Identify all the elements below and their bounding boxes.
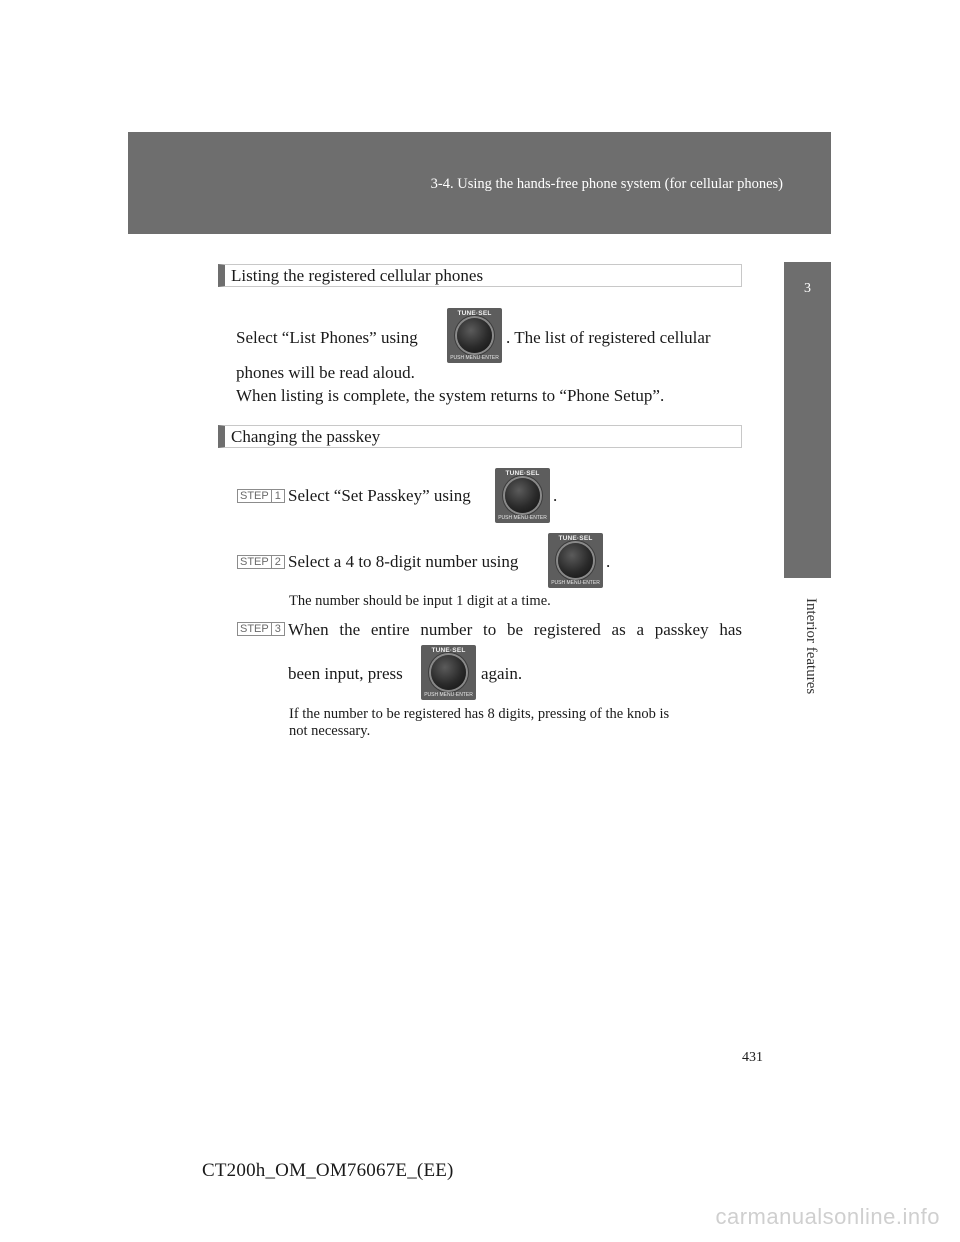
step-number: 3 — [271, 623, 284, 635]
step1-text-a: Select “Set Passkey” using — [288, 486, 471, 505]
knob-bottom-label: PUSH MENU·ENTER — [450, 355, 499, 361]
watermark[interactable]: carmanualsonline.info — [715, 1204, 940, 1229]
tune-sel-knob-icon — [447, 308, 502, 363]
knob-bottom-label: PUSH MENU·ENTER — [498, 515, 547, 521]
step-number: 2 — [271, 556, 284, 568]
step2-note: The number should be input 1 digit at a time. — [289, 593, 551, 609]
step3-text-a: been input, press — [288, 664, 403, 683]
tune-sel-knob-icon — [548, 533, 603, 588]
knob-top-label: TUNE·SEL — [505, 470, 540, 477]
step-word: STEP — [240, 556, 269, 568]
header-title: 3-4. Using the hands-free phone system (for cellular phones) — [430, 176, 783, 192]
step-badge-3 — [237, 622, 285, 636]
knob-top-label: TUNE·SEL — [431, 647, 466, 654]
knob-top-label: TUNE·SEL — [457, 310, 492, 317]
tune-sel-knob-icon — [495, 468, 550, 523]
section-heading-passkey: Changing the passkey — [218, 425, 742, 448]
knob-dial — [431, 655, 466, 690]
section1-line3: When listing is complete, the system returns to “Phone Setup”. — [236, 386, 665, 405]
step2-text-a: Select a 4 to 8-digit number using — [288, 552, 519, 571]
step-word: STEP — [240, 623, 269, 635]
knob-top-label: TUNE·SEL — [558, 535, 593, 542]
knob-dial — [505, 478, 540, 513]
chapter-number: 3 — [804, 281, 811, 296]
knob-dial — [558, 543, 593, 578]
step3-note-line2: not necessary. — [289, 723, 371, 739]
knob-dial — [457, 318, 492, 353]
tune-sel-knob-icon — [421, 645, 476, 700]
section-heading-listing: Listing the registered cellular phones — [218, 264, 742, 287]
page-number: 431 — [742, 1050, 763, 1065]
step2-text-b: . — [606, 552, 611, 571]
chapter-tab — [784, 262, 831, 578]
step3-line1: When the entire number to be registered as a passkey has — [288, 620, 742, 639]
knob-bottom-label: PUSH MENU·ENTER — [424, 692, 473, 698]
knob-bottom-label: PUSH MENU·ENTER — [551, 580, 600, 586]
step1-text-b: . — [553, 486, 558, 505]
step-badge-1 — [237, 489, 285, 503]
step3-text-b: again. — [481, 664, 523, 683]
chapter-label: Interior features — [803, 598, 819, 695]
section1-line1b: . The list of registered cellular — [506, 328, 711, 347]
section1-line2: phones will be read aloud. — [236, 363, 415, 382]
step3-note-line1: If the number to be registered has 8 digits, pressing of the knob is — [289, 706, 670, 722]
step-number: 1 — [271, 490, 284, 502]
footer-code: CT200h_OM_OM76067E_(EE) — [202, 1160, 454, 1181]
section1-line1a: Select “List Phones” using — [236, 328, 418, 347]
step-badge-2 — [237, 555, 285, 569]
header-band — [128, 132, 831, 234]
step-word: STEP — [240, 490, 269, 502]
